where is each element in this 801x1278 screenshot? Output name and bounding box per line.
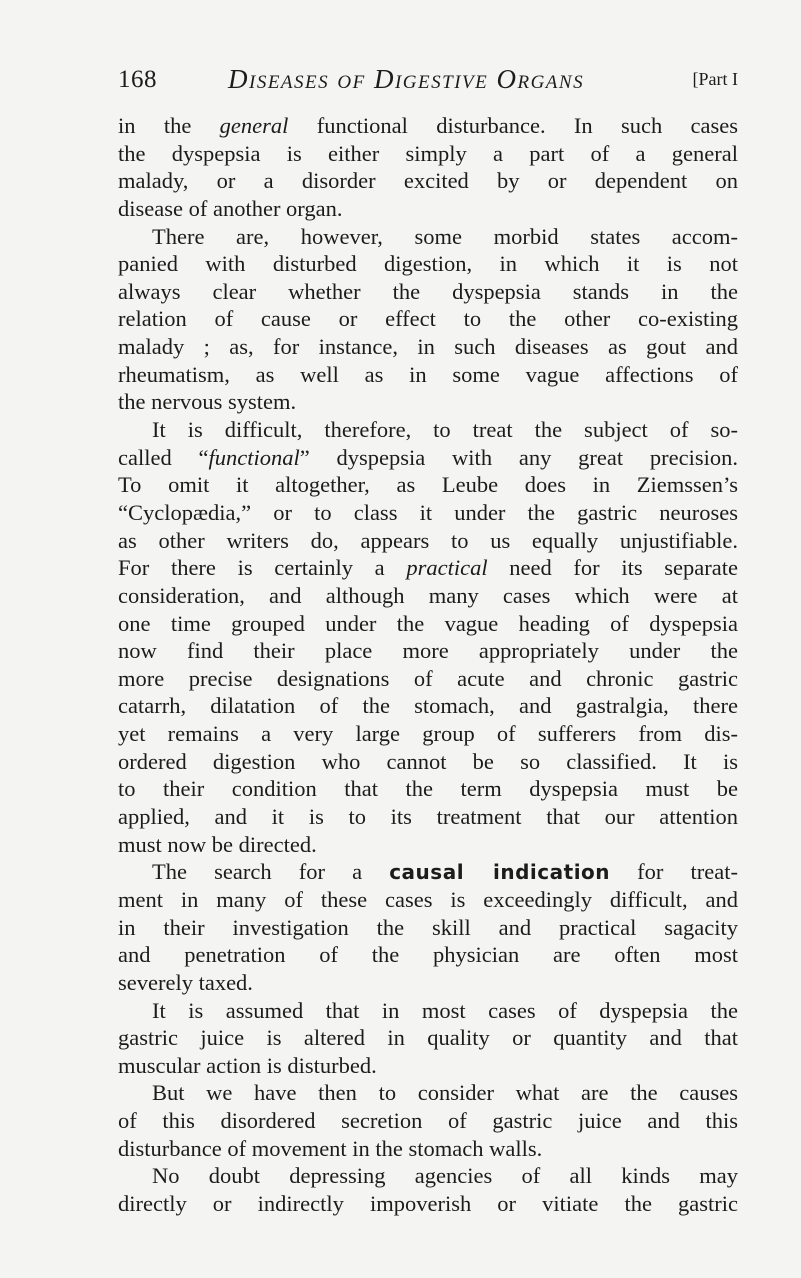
text-segment: yet remains a very large group of sufferers from dis- — [118, 721, 738, 747]
text-segment: rheumatism, as well as in some vague affections of — [118, 361, 738, 387]
text-segment: in the — [118, 113, 220, 138]
italic-text: general — [219, 113, 289, 138]
text-segment: It is difficult, therefore, to treat the subject of so- — [152, 417, 738, 443]
text-segment: the nervous system. — [118, 389, 297, 415]
text-segment: muscular action is disturbed. — [118, 1052, 377, 1078]
text-line — [118, 333, 738, 361]
text-line — [118, 388, 738, 416]
text-line — [118, 914, 738, 942]
text-segment: ordered digestion who cannot be so classified. It is — [118, 748, 738, 774]
text-line — [118, 195, 738, 223]
text-segment: But we have then to consider what are the causes — [152, 1080, 738, 1106]
page-number: 168 — [118, 66, 157, 93]
text-segment: No doubt depressing agencies of all kinds may — [152, 1163, 738, 1189]
text-line — [118, 941, 738, 969]
text-line — [118, 997, 738, 1025]
text-line — [118, 361, 738, 389]
text-line — [118, 471, 738, 499]
body-text — [118, 112, 738, 1218]
italic-text: functional — [208, 444, 300, 470]
text-segment: one time grouped under the vague heading of dyspepsia — [118, 610, 738, 636]
text-line — [118, 969, 738, 997]
text-segment: directly or indirectly impoverish or vitiate the gastric — [118, 1190, 738, 1216]
text-segment: To omit it altogether, as Leube does in Ziemssen’s — [118, 472, 738, 498]
running-title: Diseases of Digestive Organs — [228, 64, 585, 94]
text-segment: now find their place more appropriately under the — [118, 638, 738, 664]
text-segment: disturbance of movement in the stomach walls. — [118, 1135, 543, 1161]
text-line — [118, 610, 738, 638]
text-segment: ” dyspepsia with any great precision. — [299, 444, 738, 470]
text-line — [118, 1079, 738, 1107]
text-line — [118, 167, 738, 195]
text-line — [118, 637, 738, 665]
text-line — [118, 692, 738, 720]
text-segment: There are, however, some morbid states accom- — [152, 223, 738, 249]
text-line — [118, 858, 738, 886]
text-segment: called “ — [118, 444, 209, 470]
text-line — [118, 278, 738, 306]
text-segment: gastric juice is altered in quality or quantity and that — [118, 1025, 738, 1051]
text-segment: and penetration of the physician are often most — [118, 942, 738, 968]
text-segment: always clear whether the dyspepsia stands in the — [118, 278, 738, 304]
text-segment: malady, or a disorder excited by or dependent on — [118, 168, 738, 194]
text-line — [118, 803, 738, 831]
text-segment: of this disordered secretion of gastric juice and this — [118, 1108, 738, 1134]
text-line — [118, 444, 738, 472]
text-segment: consideration, and although many cases which were at — [118, 582, 738, 608]
text-segment: functional disturbance. In such cases — [288, 113, 738, 138]
text-segment: to their condition that the term dyspepsia must be — [118, 776, 738, 802]
italic-text: practical — [406, 555, 488, 581]
text-segment: as other writers do, appears to us equally unjustifiable. — [118, 527, 738, 553]
text-line — [118, 1135, 738, 1163]
text-segment: malady ; as, for instance, in such diseases as gout and — [118, 334, 738, 360]
text-line — [118, 112, 738, 140]
text-segment: relation of cause or effect to the other co-existing — [118, 306, 738, 332]
text-segment: catarrh, dilatation of the stomach, and gastralgia, there — [118, 693, 738, 719]
text-line — [118, 775, 738, 803]
part-label: [Part I — [692, 69, 738, 89]
text-segment: severely taxed. — [118, 969, 253, 995]
text-line — [118, 1052, 738, 1080]
text-line — [118, 140, 738, 168]
text-line — [118, 748, 738, 776]
text-line — [118, 582, 738, 610]
text-line — [118, 250, 738, 278]
text-line — [118, 831, 738, 859]
text-line — [118, 886, 738, 914]
text-segment: more precise designations of acute and chronic gastric — [118, 665, 738, 691]
text-segment: the dyspepsia is either simply a part of a general — [118, 140, 738, 166]
running-header — [118, 66, 738, 106]
text-segment: panied with disturbed digestion, in which it is not — [118, 251, 738, 277]
text-segment: For there is certainly a — [118, 555, 407, 581]
text-segment: must now be directed. — [118, 831, 317, 857]
text-line — [118, 416, 738, 444]
text-segment: ment in many of these cases is exceedingly difficult, and — [118, 886, 738, 912]
text-segment: “Cyclopædia,” or to class it under the gastric neuroses — [118, 499, 738, 525]
text-line — [118, 1024, 738, 1052]
text-segment: The search for a — [152, 859, 390, 885]
text-line — [118, 554, 738, 582]
text-line — [118, 305, 738, 333]
text-line — [118, 499, 738, 527]
text-line — [118, 720, 738, 748]
text-line — [118, 1162, 738, 1190]
text-segment: in their investigation the skill and practical sagacity — [118, 914, 738, 940]
text-segment: for treat- — [610, 859, 738, 885]
text-line — [118, 1190, 738, 1218]
text-line — [118, 527, 738, 555]
text-line — [118, 665, 738, 693]
bold-text: causal indication — [389, 860, 611, 885]
text-segment: applied, and it is to its treatment that our attention — [118, 804, 738, 830]
text-segment: disease of another organ. — [118, 195, 343, 221]
text-line — [118, 223, 738, 251]
text-line — [118, 1107, 738, 1135]
text-segment: need for its separate — [487, 555, 738, 581]
text-segment: It is assumed that in most cases of dyspepsia the — [152, 997, 738, 1023]
